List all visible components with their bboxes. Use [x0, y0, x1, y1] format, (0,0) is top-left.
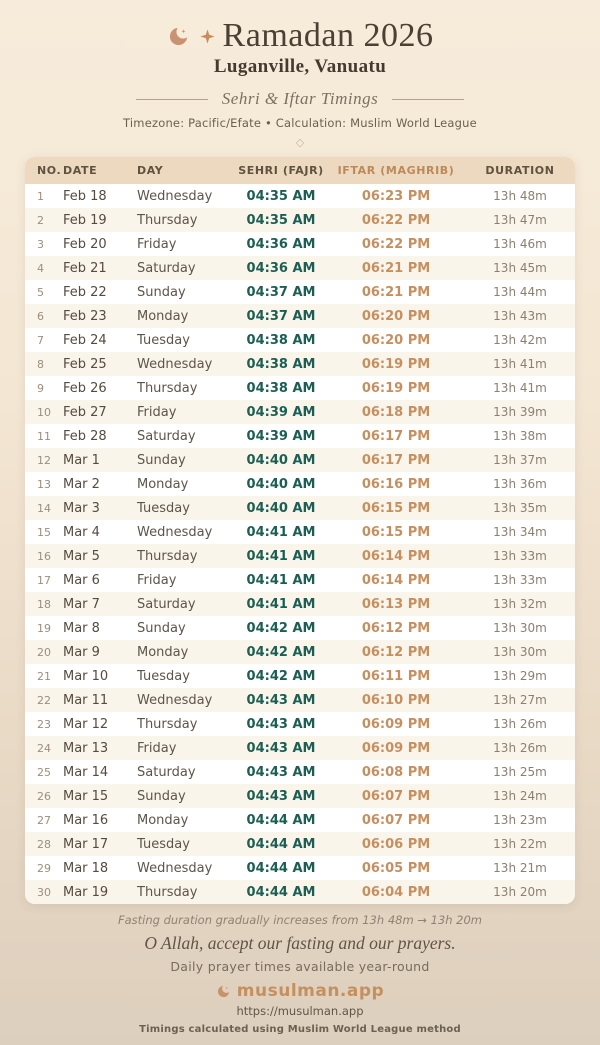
- cell-duration: 13h 36m: [493, 477, 547, 491]
- cell-iftar: 06:20 PM: [361, 308, 431, 324]
- table-row: [25, 568, 575, 592]
- crescent-moon-icon: [167, 25, 190, 48]
- cell-sehri: 04:42 AM: [246, 644, 316, 660]
- cell-iftar: 06:13 PM: [361, 596, 431, 612]
- cell-date: Feb 28: [63, 428, 107, 444]
- diamond-ornament: ◇: [295, 136, 305, 149]
- cell-iftar: 06:12 PM: [361, 644, 431, 660]
- cell-duration: 13h 42m: [493, 333, 547, 347]
- section-label: Sehri & Iftar Timings: [221, 89, 379, 108]
- cell-iftar: 06:19 PM: [361, 356, 431, 372]
- cell-no: 30: [37, 885, 51, 899]
- cell-duration: 13h 26m: [493, 741, 547, 755]
- cell-duration: 13h 47m: [493, 213, 547, 227]
- cell-day: Sunday: [137, 284, 186, 300]
- table-row: [25, 232, 575, 256]
- cell-iftar: 06:22 PM: [361, 212, 431, 228]
- cell-day: Monday: [137, 644, 189, 660]
- cell-sehri: 04:39 AM: [246, 404, 316, 420]
- column-header-duration: DURATION: [465, 157, 575, 184]
- dua-text: O Allah, accept our fasting and our prayers.: [144, 933, 456, 953]
- cell-no: 23: [37, 717, 51, 731]
- cell-date: Mar 11: [63, 692, 109, 708]
- cell-date: Mar 7: [63, 596, 100, 612]
- table-row: [25, 208, 575, 232]
- table-row: [25, 856, 575, 880]
- table-row: [25, 520, 575, 544]
- brand-name: musulman.app: [236, 981, 385, 1001]
- table-row: [25, 808, 575, 832]
- cell-sehri: 04:38 AM: [246, 332, 316, 348]
- column-header-no: NO.: [25, 157, 63, 184]
- cell-iftar: 06:05 PM: [361, 860, 431, 876]
- cell-no: 25: [37, 765, 51, 779]
- cell-iftar: 06:17 PM: [361, 452, 431, 468]
- cell-date: Mar 3: [63, 500, 100, 516]
- cell-iftar: 06:20 PM: [361, 332, 431, 348]
- cell-iftar: 06:07 PM: [361, 788, 431, 804]
- cell-sehri: 04:43 AM: [246, 740, 316, 756]
- cell-no: 11: [37, 429, 51, 443]
- table-row: [25, 640, 575, 664]
- cell-no: 2: [37, 213, 44, 227]
- cell-day: Wednesday: [137, 188, 213, 204]
- table-row: [25, 880, 575, 904]
- cell-sehri: 04:35 AM: [246, 212, 316, 228]
- footer: [0, 913, 600, 1035]
- cell-duration: 13h 27m: [493, 693, 547, 707]
- cell-no: 14: [37, 501, 51, 515]
- cell-iftar: 06:06 PM: [361, 836, 431, 852]
- cell-iftar: 06:14 PM: [361, 548, 431, 564]
- cell-sehri: 04:41 AM: [246, 548, 316, 564]
- cell-day: Monday: [137, 812, 189, 828]
- table-row: [25, 280, 575, 304]
- cell-day: Saturday: [137, 428, 196, 444]
- cell-date: Mar 8: [63, 620, 100, 636]
- cell-date: Mar 12: [63, 716, 109, 732]
- cell-no: 7: [37, 333, 44, 347]
- cell-no: 29: [37, 861, 51, 875]
- table-row: [25, 352, 575, 376]
- cell-duration: 13h 37m: [493, 453, 547, 467]
- cell-sehri: 04:38 AM: [246, 356, 316, 372]
- cell-duration: 13h 30m: [493, 645, 547, 659]
- title-row: [0, 16, 600, 56]
- cell-sehri: 04:40 AM: [246, 500, 316, 516]
- table-row: [25, 616, 575, 640]
- cell-no: 15: [37, 525, 51, 539]
- cell-date: Mar 14: [63, 764, 109, 780]
- cell-iftar: 06:15 PM: [361, 500, 431, 516]
- cell-sehri: 04:41 AM: [246, 524, 316, 540]
- table-row: [25, 376, 575, 400]
- cell-iftar: 06:18 PM: [361, 404, 431, 420]
- divider-line-right: [392, 99, 464, 100]
- timezone-calculation-meta: Timezone: Pacific/Efate • Calculation: Muslim World League: [123, 116, 477, 130]
- cell-iftar: 06:09 PM: [361, 740, 431, 756]
- location-subtitle: Luganville, Vanuatu: [213, 56, 387, 77]
- cell-duration: 13h 22m: [493, 837, 547, 851]
- cell-day: Friday: [137, 236, 177, 252]
- cell-sehri: 04:35 AM: [246, 188, 316, 204]
- cell-sehri: 04:44 AM: [246, 884, 316, 900]
- cell-day: Thursday: [137, 380, 198, 396]
- cell-day: Wednesday: [137, 524, 213, 540]
- table-row: [25, 328, 575, 352]
- prayer-times-table: [25, 157, 575, 904]
- table-row: [25, 544, 575, 568]
- table-row: [25, 736, 575, 760]
- cell-no: 6: [37, 309, 44, 323]
- cell-duration: 13h 26m: [493, 717, 547, 731]
- table-header: [25, 157, 575, 184]
- cell-iftar: 06:23 PM: [361, 188, 431, 204]
- cell-date: Feb 21: [63, 260, 107, 276]
- table-row: [25, 688, 575, 712]
- cell-day: Wednesday: [137, 356, 213, 372]
- cell-date: Feb 23: [63, 308, 107, 324]
- cell-iftar: 06:19 PM: [361, 380, 431, 396]
- cell-day: Tuesday: [137, 668, 190, 684]
- cell-duration: 13h 25m: [493, 765, 547, 779]
- cell-duration: 13h 24m: [493, 789, 547, 803]
- cell-day: Friday: [137, 572, 177, 588]
- cell-sehri: 04:41 AM: [246, 596, 316, 612]
- cell-no: 21: [37, 669, 51, 683]
- cell-sehri: 04:43 AM: [246, 692, 316, 708]
- cell-date: Mar 10: [63, 668, 109, 684]
- cell-duration: 13h 46m: [493, 237, 547, 251]
- cell-date: Mar 1: [63, 452, 100, 468]
- cell-date: Feb 26: [63, 380, 107, 396]
- availability-text: Daily prayer times available year-round: [170, 959, 430, 974]
- table-row: [25, 448, 575, 472]
- cell-date: Mar 13: [63, 740, 109, 756]
- cell-date: Feb 18: [63, 188, 107, 204]
- cell-day: Saturday: [137, 260, 196, 276]
- cell-iftar: 06:14 PM: [361, 572, 431, 588]
- calculation-method-note: Timings calculated using Muslim World League method: [139, 1024, 461, 1035]
- cell-duration: 13h 41m: [493, 357, 547, 371]
- table-row: [25, 496, 575, 520]
- cell-day: Sunday: [137, 452, 186, 468]
- cell-duration: 13h 43m: [493, 309, 547, 323]
- cell-date: Feb 20: [63, 236, 107, 252]
- cell-iftar: 06:08 PM: [361, 764, 431, 780]
- table-row: [25, 712, 575, 736]
- table-row: [25, 256, 575, 280]
- cell-iftar: 06:21 PM: [361, 284, 431, 300]
- cell-day: Sunday: [137, 788, 186, 804]
- cell-date: Feb 24: [63, 332, 107, 348]
- cell-duration: 13h 33m: [493, 573, 547, 587]
- cell-iftar: 06:15 PM: [361, 524, 431, 540]
- cell-day: Tuesday: [137, 500, 190, 516]
- timetable-body: [25, 184, 575, 904]
- cell-no: 4: [37, 261, 44, 275]
- cell-duration: 13h 33m: [493, 549, 547, 563]
- cell-date: Mar 9: [63, 644, 100, 660]
- cell-duration: 13h 20m: [493, 885, 547, 899]
- cell-day: Sunday: [137, 620, 186, 636]
- cell-no: 24: [37, 741, 51, 755]
- cell-no: 13: [37, 477, 51, 491]
- table-row: [25, 664, 575, 688]
- cell-sehri: 04:36 AM: [246, 236, 316, 252]
- fasting-duration-note: Fasting duration gradually increases from 13h 48m → 13h 20m: [117, 913, 483, 927]
- table-row: [25, 592, 575, 616]
- cell-iftar: 06:09 PM: [361, 716, 431, 732]
- cell-iftar: 06:11 PM: [361, 668, 431, 684]
- cell-sehri: 04:37 AM: [246, 308, 316, 324]
- cell-day: Saturday: [137, 764, 196, 780]
- cell-duration: 13h 45m: [493, 261, 547, 275]
- cell-duration: 13h 23m: [493, 813, 547, 827]
- cell-no: 26: [37, 789, 51, 803]
- table-row: [25, 760, 575, 784]
- cell-date: Mar 19: [63, 884, 109, 900]
- cell-no: 19: [37, 621, 51, 635]
- cell-date: Mar 2: [63, 476, 100, 492]
- cell-date: Mar 6: [63, 572, 100, 588]
- cell-sehri: 04:37 AM: [246, 284, 316, 300]
- header: [0, 0, 600, 150]
- cell-date: Mar 18: [63, 860, 109, 876]
- cell-no: 8: [37, 357, 44, 371]
- cell-sehri: 04:42 AM: [246, 620, 316, 636]
- cell-date: Feb 22: [63, 284, 107, 300]
- cell-no: 27: [37, 813, 51, 827]
- cell-sehri: 04:43 AM: [246, 716, 316, 732]
- website-url[interactable]: https://musulman.app: [236, 1004, 364, 1018]
- cell-no: 18: [37, 597, 51, 611]
- table-row: [25, 304, 575, 328]
- cell-day: Tuesday: [137, 836, 190, 852]
- sparkle-star-icon: [199, 28, 216, 45]
- cell-duration: 13h 41m: [493, 381, 547, 395]
- cell-duration: 13h 30m: [493, 621, 547, 635]
- cell-no: 5: [37, 285, 44, 299]
- cell-no: 20: [37, 645, 51, 659]
- cell-date: Mar 5: [63, 548, 100, 564]
- cell-no: 28: [37, 837, 51, 851]
- cell-day: Monday: [137, 308, 189, 324]
- cell-day: Tuesday: [137, 332, 190, 348]
- table-row: [25, 400, 575, 424]
- table-row: [25, 832, 575, 856]
- cell-duration: 13h 38m: [493, 429, 547, 443]
- cell-iftar: 06:17 PM: [361, 428, 431, 444]
- brand-link[interactable]: [0, 981, 600, 1001]
- cell-sehri: 04:44 AM: [246, 812, 316, 828]
- cell-duration: 13h 29m: [493, 669, 547, 683]
- table-row: [25, 184, 575, 208]
- cell-iftar: 06:16 PM: [361, 476, 431, 492]
- cell-day: Wednesday: [137, 692, 213, 708]
- page-title: Ramadan 2026: [222, 17, 434, 54]
- cell-duration: 13h 48m: [493, 189, 547, 203]
- cell-sehri: 04:40 AM: [246, 452, 316, 468]
- cell-sehri: 04:38 AM: [246, 380, 316, 396]
- cell-sehri: 04:41 AM: [246, 572, 316, 588]
- cell-date: Feb 25: [63, 356, 107, 372]
- divider-line-left: [136, 99, 208, 100]
- cell-duration: 13h 34m: [493, 525, 547, 539]
- cell-sehri: 04:43 AM: [246, 764, 316, 780]
- cell-date: Mar 17: [63, 836, 109, 852]
- cell-sehri: 04:44 AM: [246, 836, 316, 852]
- column-header-day: DAY: [137, 157, 235, 184]
- cell-sehri: 04:43 AM: [246, 788, 316, 804]
- cell-date: Mar 15: [63, 788, 109, 804]
- table-row: [25, 424, 575, 448]
- cell-day: Friday: [137, 404, 177, 420]
- cell-iftar: 06:21 PM: [361, 260, 431, 276]
- cell-sehri: 04:36 AM: [246, 260, 316, 276]
- cell-no: 17: [37, 573, 51, 587]
- cell-no: 9: [37, 381, 44, 395]
- column-header-sehri: SEHRI (FAJR): [235, 157, 327, 184]
- cell-day: Wednesday: [137, 860, 213, 876]
- column-header-date: DATE: [63, 157, 137, 184]
- cell-no: 16: [37, 549, 51, 563]
- cell-sehri: 04:40 AM: [246, 476, 316, 492]
- section-divider: [0, 89, 600, 109]
- table-row: [25, 784, 575, 808]
- table-row: [25, 472, 575, 496]
- cell-iftar: 06:10 PM: [361, 692, 431, 708]
- timetable-card: [25, 157, 575, 904]
- cell-day: Thursday: [137, 548, 198, 564]
- cell-duration: 13h 21m: [493, 861, 547, 875]
- cell-day: Thursday: [137, 884, 198, 900]
- cell-date: Feb 19: [63, 212, 107, 228]
- cell-no: 1: [37, 189, 44, 203]
- cell-iftar: 06:22 PM: [361, 236, 431, 252]
- cell-duration: 13h 39m: [493, 405, 547, 419]
- cell-no: 3: [37, 237, 44, 251]
- cell-sehri: 04:44 AM: [246, 860, 316, 876]
- cell-iftar: 06:12 PM: [361, 620, 431, 636]
- column-header-iftar: IFTAR (MAGHRIB): [327, 157, 465, 184]
- cell-sehri: 04:42 AM: [246, 668, 316, 684]
- cell-no: 12: [37, 453, 51, 467]
- cell-duration: 13h 35m: [493, 501, 547, 515]
- cell-day: Monday: [137, 476, 189, 492]
- cell-date: Feb 27: [63, 404, 107, 420]
- cell-day: Thursday: [137, 212, 198, 228]
- cell-day: Friday: [137, 740, 177, 756]
- cell-day: Thursday: [137, 716, 198, 732]
- cell-duration: 13h 32m: [493, 597, 547, 611]
- cell-duration: 13h 44m: [493, 285, 547, 299]
- cell-no: 22: [37, 693, 51, 707]
- cell-iftar: 06:04 PM: [361, 884, 431, 900]
- cell-day: Saturday: [137, 596, 196, 612]
- brand-crescent-icon: [216, 984, 231, 999]
- cell-no: 10: [37, 405, 51, 419]
- cell-date: Mar 4: [63, 524, 100, 540]
- cell-date: Mar 16: [63, 812, 109, 828]
- cell-iftar: 06:07 PM: [361, 812, 431, 828]
- cell-sehri: 04:39 AM: [246, 428, 316, 444]
